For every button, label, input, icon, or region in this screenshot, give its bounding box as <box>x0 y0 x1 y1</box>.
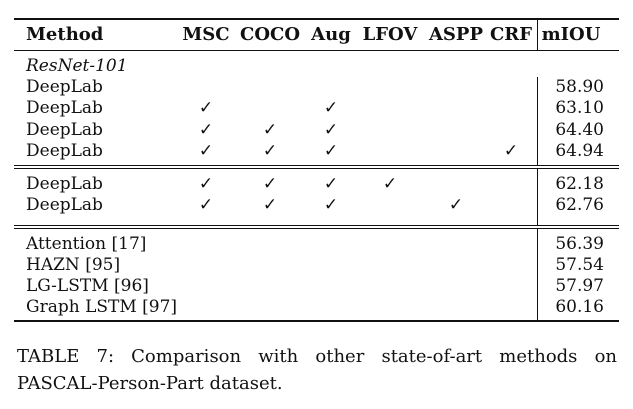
cell-aug: ✓ <box>323 195 339 215</box>
cell-method: DeepLab <box>26 120 103 140</box>
table-top-rule <box>14 18 619 20</box>
cell-miou: 60.16 <box>555 297 604 317</box>
table-bottom-rule <box>14 320 619 322</box>
cell-miou: 57.97 <box>555 276 604 296</box>
header-aspp: ASPP <box>428 24 484 45</box>
table-row <box>0 120 633 141</box>
cell-msc: ✓ <box>198 120 214 140</box>
table-row <box>0 276 633 297</box>
cell-aug: ✓ <box>323 141 339 161</box>
cell-msc: ✓ <box>198 174 214 194</box>
cell-msc: ✓ <box>198 195 214 215</box>
table-row <box>0 77 633 98</box>
cell-method: DeepLab <box>26 98 103 118</box>
group1-bottom-rule-2 <box>14 168 619 169</box>
cell-coco: ✓ <box>262 174 278 194</box>
cell-aug: ✓ <box>323 120 339 140</box>
cell-method: DeepLab <box>26 141 103 161</box>
table-row <box>0 255 633 276</box>
cell-miou: 63.10 <box>555 98 604 118</box>
cell-crf: ✓ <box>503 141 519 161</box>
header-method: Method <box>26 24 104 45</box>
cell-miou: 58.90 <box>555 77 604 97</box>
cell-method: HAZN [95] <box>26 255 121 275</box>
header-aug: Aug <box>311 24 351 45</box>
cell-lfov: ✓ <box>382 174 398 194</box>
cell-method: DeepLab <box>26 77 103 97</box>
header-bottom-rule <box>14 50 619 51</box>
table-row <box>0 234 633 255</box>
cell-coco: ✓ <box>262 141 278 161</box>
header-coco: COCO <box>240 24 301 45</box>
table-caption: TABLE 7: Comparison with other state-of-art methods on PASCAL-Person-Part dataset. <box>17 346 617 394</box>
table-header-row <box>0 21 633 45</box>
table-row <box>0 174 633 195</box>
cell-miou: 64.40 <box>555 120 604 140</box>
cell-miou: 62.18 <box>555 174 604 194</box>
table-row <box>0 195 633 216</box>
group1-bottom-rule <box>14 165 619 166</box>
header-lfov: LFOV <box>362 24 418 45</box>
table-row <box>0 297 633 318</box>
table-row <box>0 98 633 119</box>
cell-coco: ✓ <box>262 120 278 140</box>
cell-msc: ✓ <box>198 141 214 161</box>
cell-msc: ✓ <box>198 98 214 118</box>
group2-bottom-rule <box>14 225 619 226</box>
group2-bottom-rule-2 <box>14 228 619 229</box>
cell-method: DeepLab <box>26 174 103 194</box>
section-label-resnet: ResNet-101 <box>26 56 128 76</box>
header-crf: CRF <box>489 24 533 45</box>
table-row <box>0 141 633 162</box>
cell-miou: 62.76 <box>555 195 604 215</box>
cell-miou: 57.54 <box>555 255 604 275</box>
header-miou: mIOU <box>541 24 601 45</box>
header-msc: MSC <box>182 24 230 45</box>
cell-aspp: ✓ <box>448 195 464 215</box>
cell-method: Graph LSTM [97] <box>26 297 178 317</box>
cell-miou: 56.39 <box>555 234 604 254</box>
cell-miou: 64.94 <box>555 141 604 161</box>
cell-method: LG-LSTM [96] <box>26 276 149 296</box>
cell-method: DeepLab <box>26 195 103 215</box>
cell-coco: ✓ <box>262 195 278 215</box>
cell-aug: ✓ <box>323 174 339 194</box>
cell-method: Attention [17] <box>26 234 147 254</box>
cell-aug: ✓ <box>323 98 339 118</box>
